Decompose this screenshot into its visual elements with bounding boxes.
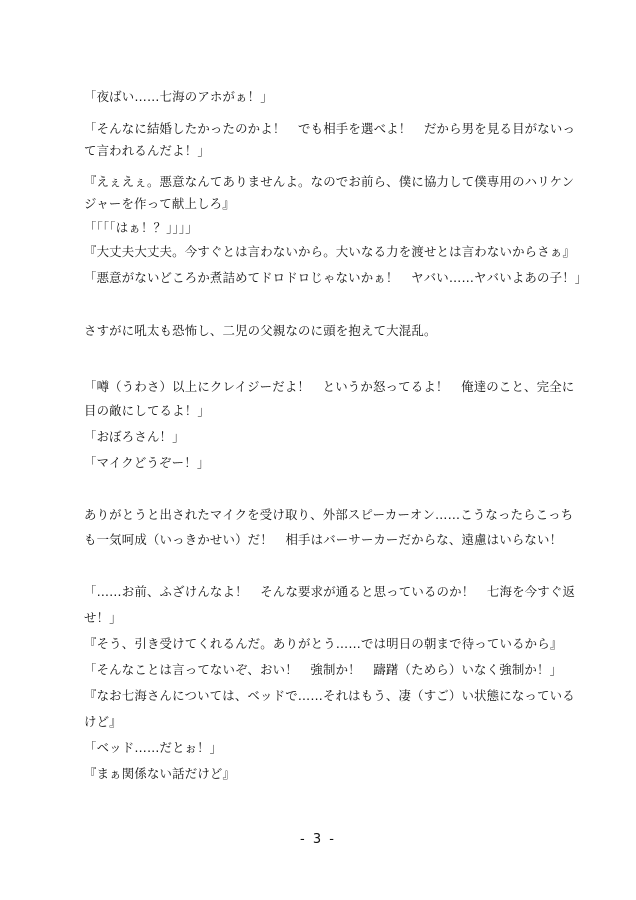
page-number: - 3 - [300,832,336,847]
text-line: 「そんなことは言ってないぞ、おい！ 強制か！ 躊躇（ためら）いなく強制か！」 [84,662,563,677]
text-line: 『なお七海さんについては、ベッドで……それはもう、凄（すご）い状態になっている [84,688,575,703]
text-line: せ！」 [84,610,122,625]
text-line: 「そんなに結婚したかったのかよ！ でも相手を選べよ！ だから男を見る目がないっ [84,121,576,136]
text-line: 『大丈夫大丈夫。今すぐとは言わないから。大いなる力を渡せとは言わないからさぁ』 [84,244,576,259]
text-line: 「悪意がないどころか煮詰めてドロドロじゃないかぁ！ ヤバい……ヤバいよあの子！」 [84,270,588,285]
text-line: 「噂（うわさ）以上にクレイジーだよ！ というか怒ってるよ！ 俺達のこと、完全に [84,379,575,394]
text-line: 「おぼろさん！」 [84,429,185,444]
text-line: 目の敵にしてるよ！」 [84,403,210,418]
text-line: 「夜ばい……七海のアホがぁ！」 [84,89,273,104]
text-line: けど』 [84,714,122,729]
text-line: 「ベッド……だとぉ！」 [84,740,223,755]
narration-line: さすがに吼太も恐怖し、二児の父親なのに頭を抱えて大混乱。 [84,323,437,338]
text-line: 『そう、引き受けてくれるんだ。ありがとう……では明日の朝まで待っているから』 [84,636,563,651]
text-line: て言われるんだよ！」 [84,143,210,158]
narration-line: ありがとうと出されたマイクを受け取り、外部スピーカーオン……こうなったらこっち [84,507,574,522]
text-line: ジャーを作って献上しろ』 [84,196,235,211]
text-line: 『まぁ関係ない話だけど』 [84,766,236,781]
narration-line: も一気呵成（いっきかせい）だ！ 相手はバーサーカーだからな、遠慮はいらない！ [84,532,563,547]
text-line: 「マイクどうぞー！」 [84,455,210,470]
text-line: 『えぇえぇ。悪意なんてありませんよ。なのでお前ら、僕に協力して僕専用のハリケン [84,174,575,189]
text-line: 「……お前、ふざけんなよ！ そんな要求が通ると思っているのか！ 七海を今すぐ返 [84,584,576,599]
text-line: 「「「「はぁ！？」」」」 [84,220,198,235]
